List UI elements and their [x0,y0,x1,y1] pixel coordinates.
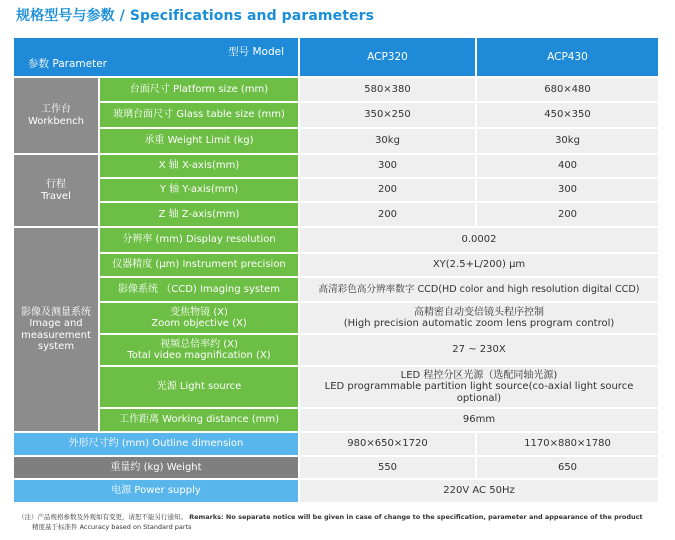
group-imaging-en-1: Image and [29,318,83,329]
row-label-power: 电源 Power supply [14,480,298,502]
weight-acp320: 550 [300,457,475,478]
footnote-en: Remarks: No separate notice will be given in case of change to the specification, parameter and appearance of the product [189,513,643,521]
model-header-acp320: ACP320 [300,38,475,76]
group-workbench-en: Workbench [28,115,84,127]
footnote-line-1 [18,512,643,522]
row-label-resolution: 分辨率 (mm) Display resolution [100,228,298,252]
group-travel-cn: 行程 [46,179,66,190]
model-header-acp430: ACP430 [477,38,658,76]
glass-size-acp320: 350×250 [300,103,475,127]
footnote-cn: （注）产品规格参数及外观如有变更，请恕不能另行通知。 [18,513,187,521]
row-label-precision: 仪器精度 (μm) Instrument precision [100,254,298,276]
row-label-outline: 外形尺寸约 (mm) Outline dimension [14,433,298,455]
zoom-value-en: (High precision automatic zoom lens program control) [343,318,615,329]
platform-size-acp430: 680×480 [477,78,658,101]
resolution-value: 0.0002 [300,228,658,252]
row-label-glass-size: 玻璃台面尺寸 Glass table size (mm) [100,103,298,127]
y-axis-acp430: 300 [477,179,658,201]
x-axis-acp320: 300 [300,155,475,177]
group-workbench [14,78,98,153]
video-mag-label-cn: 视频总倍率约 (X) [160,338,238,350]
platform-size-acp320: 580×380 [300,78,475,101]
zoom-label-cn: 变焦物镜 (X) [170,306,228,318]
light-source-line-3: optional) [456,392,502,404]
row-label-y-axis: Y 轴 Y-axis(mm) [100,179,298,201]
page-title: 规格型号与参数 / Specifications and parameters [16,8,375,24]
zoom-value-cn: 高精密自动变倍镜头程序控制 [414,306,544,318]
light-source-value [300,367,658,407]
group-imaging-en-2: measurement [21,329,91,341]
group-travel-en: Travel [41,190,71,202]
working-distance-value: 96mm [300,409,658,431]
zoom-value [300,303,658,333]
z-axis-acp430: 200 [477,203,658,226]
video-magnification-value: 27 ~ 230X [300,335,658,365]
parameter-header-label: 参数 Parameter [28,58,107,70]
precision-value: XY(2.5+L/200) μm [300,254,658,276]
row-label-weight-limit: 承重 Weight Limit (kg) [100,129,298,153]
row-label-x-axis: X 轴 X-axis(mm) [100,155,298,177]
light-source-line-2: LED programmable partition light source(co-axial light source [324,381,634,393]
row-label-z-axis: Z 轴 Z-axis(mm) [100,203,298,226]
row-label-platform-size: 台面尺寸 Platform size (mm) [100,78,298,101]
glass-size-acp430: 450×350 [477,103,658,127]
video-mag-label-en: Total video magnification (X) [127,350,271,361]
row-label-video-magnification [100,335,298,365]
light-source-line-1: LED 程控分区光源（选配同轴光源) [400,369,558,381]
imaging-system-value: 高清彩色高分辨率数字 CCD(HD color and high resolution digital CCD) [300,278,658,301]
model-header-label: 型号 Model [228,46,284,58]
row-label-working-distance: 工作距离 Working distance (mm) [100,409,298,431]
footnote [18,512,643,533]
power-value: 220V AC 50Hz [300,480,658,502]
group-imaging [14,228,98,431]
x-axis-acp430: 400 [477,155,658,177]
outline-acp320: 980×650×1720 [300,433,475,455]
table-corner-header [14,38,298,76]
group-workbench-cn: 工作台 [41,104,71,115]
group-imaging-cn: 影像及测量系统 [21,306,91,318]
footnote-line-2: 精度基于标准件 Accuracy based on Standard parts [32,523,192,532]
weight-limit-acp320: 30kg [300,129,475,153]
weight-limit-acp430: 30kg [477,129,658,153]
row-label-light-source: 光源 Light source [100,367,298,407]
outline-acp430: 1170×880×1780 [477,433,658,455]
row-label-imaging-system: 影像系统 （CCD) Imaging system [100,278,298,301]
weight-acp430: 650 [477,457,658,478]
zoom-label-en: Zoom objective (X) [151,318,247,329]
group-imaging-en-3: system [37,341,75,352]
group-travel [14,155,98,226]
row-label-zoom [100,303,298,333]
row-label-weight: 重量约 (kg) Weight [14,457,298,478]
z-axis-acp320: 200 [300,203,475,226]
y-axis-acp320: 200 [300,179,475,201]
